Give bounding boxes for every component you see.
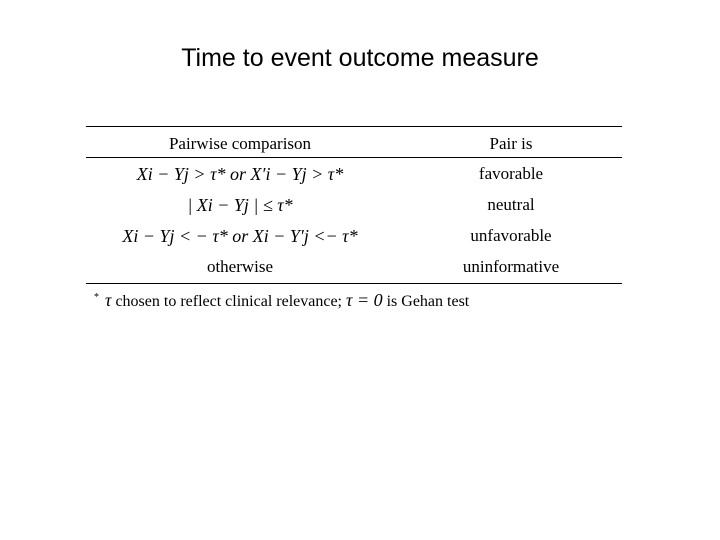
table-bottom-rule [86,283,622,284]
table-row-favorable-result: favorable [478,164,544,183]
table-row-uninformative-result: uninformative [462,257,560,276]
table-top-rule [86,126,622,127]
footnote-tau-symbol: τ [105,290,112,310]
table-row-neutral-condition: | Xi − Yj | ≤ τ* [187,195,293,215]
table-row-otherwise-condition: otherwise [206,257,274,276]
table-row-neutral-result: neutral [487,195,535,214]
footnote-marker: * [94,291,99,303]
slide-title: Time to event outcome measure [181,44,539,72]
table-row-favorable-condition: Xi − Yj > τ* or X′i − Yj > τ* [136,164,344,184]
footnote-text: chosen to reflect clinical relevance; [111,293,346,310]
header-pair-is: Pair is [489,134,533,153]
footnote [94,290,469,311]
table-row-unfavorable-result: unfavorable [470,226,552,245]
table-row-unfavorable-condition: Xi − Yj < − τ* or Xi − Y′j <− τ* [122,226,358,246]
footnote-suffix: is Gehan test [382,293,470,310]
header-rule [86,157,622,158]
footnote-equation: τ = 0 [346,290,383,310]
header-pairwise-comparison: Pairwise comparison [168,134,312,153]
